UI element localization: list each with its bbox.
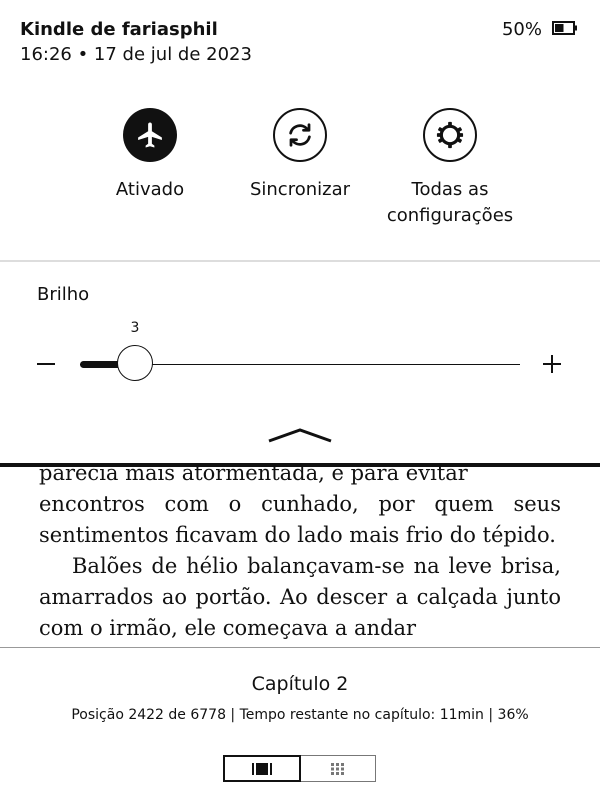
device-name: Kindle de fariasphil [20, 19, 218, 40]
grid-view-icon [330, 762, 346, 776]
brightness-decrease-button[interactable] [37, 363, 55, 365]
view-switch[interactable] [223, 755, 376, 782]
text-paragraph: Balões de hélio balançavam-se na leve brisa, amarrados ao portão. Ao descer a calçada junto com o irmão, ele começava a andar [39, 554, 561, 640]
brightness-value: 3 [130, 320, 140, 336]
footer-divider [0, 647, 600, 648]
sync-toggle[interactable] [273, 108, 327, 162]
grid-view-button[interactable] [301, 755, 376, 782]
brightness-slider-handle[interactable] [117, 345, 153, 381]
battery-icon [552, 21, 578, 35]
airplane-mode-button[interactable] [70, 108, 230, 203]
all-settings-button[interactable] [370, 108, 530, 229]
airplane-mode-label: Ativado [115, 179, 185, 200]
battery-percent: 50% [501, 19, 542, 40]
book-text[interactable] [39, 458, 561, 646]
collapse-panel-chevron-icon[interactable] [267, 427, 333, 445]
sync-button[interactable] [220, 108, 380, 203]
text-line-partial: parecia mais atormentada, e para evitar [39, 461, 468, 485]
date-time: 16:26 • 17 de jul de 2023 [20, 44, 252, 65]
page-view-button[interactable] [223, 755, 301, 782]
all-settings-label [370, 177, 530, 229]
brightness-increase-button[interactable] [542, 354, 562, 374]
airplane-mode-toggle[interactable] [123, 108, 177, 162]
all-settings-toggle[interactable] [423, 108, 477, 162]
airplane-icon [135, 120, 165, 150]
brightness-label: Brilho [37, 284, 90, 305]
quick-actions-divider [0, 260, 600, 262]
sync-icon [285, 120, 315, 150]
page-view-icon [252, 762, 272, 776]
all-settings-label-line2: configurações [386, 205, 514, 226]
chapter-title: Capítulo 2 [251, 673, 349, 695]
sync-label: Sincronizar [249, 179, 351, 200]
gear-icon [434, 119, 466, 151]
battery-fill [555, 24, 564, 32]
reading-progress[interactable]: Posição 2422 de 6778 | Tempo restante no capítulo: 11min | 36% [71, 707, 529, 723]
text-paragraph: encontros com o cunhado, por quem seus sentimentos ficavam do lado mais frio do tépido. [39, 492, 561, 547]
all-settings-label-line1: Todas as [411, 179, 489, 200]
